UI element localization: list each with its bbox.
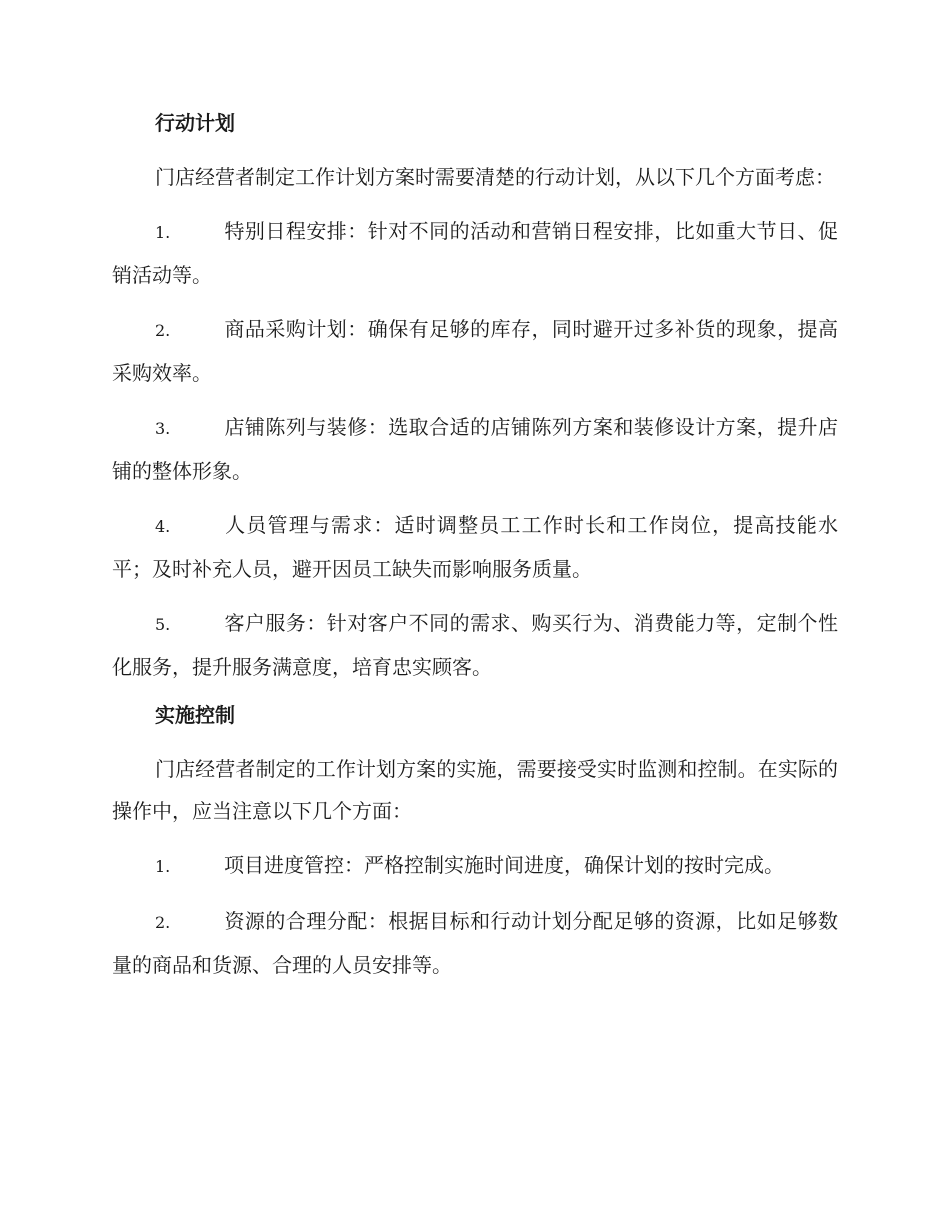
list-item <box>112 308 838 394</box>
list-text: 特别日程安排：针对不同的活动和营销日程安排，比如重大节日、促销活动等。 <box>112 219 838 287</box>
list-item <box>112 900 838 986</box>
section-intro: 门店经营者制定工作计划方案时需要清楚的行动计划，从以下几个方面考虑： <box>155 165 835 189</box>
section-action-plan <box>112 108 838 688</box>
section-heading: 行动计划 <box>155 111 235 135</box>
list-text: 商品采购计划：确保有足够的库存，同时避开过多补货的现象，提高采购效率。 <box>112 317 838 385</box>
list-number: 5. <box>155 615 171 634</box>
list-text: 人员管理与需求：适时调整员工工作时长和工作岗位，提高技能水平；及时补充人员，避开因员工缺失而影响服务质量。 <box>112 513 838 581</box>
section-intro: 门店经营者制定的工作计划方案的实施，需要接受实时监测和控制。在实际的操作中，应当注意以下几个方面： <box>112 757 838 823</box>
list-item <box>112 844 838 888</box>
list-number: 2. <box>155 321 171 340</box>
list-number: 1. <box>155 857 171 876</box>
list-number: 1. <box>155 223 171 242</box>
list-text: 店铺陈列与装修：选取合适的店铺陈列方案和装修设计方案，提升店铺的整体形象。 <box>112 415 838 483</box>
list-number: 3. <box>155 419 171 438</box>
list-item <box>112 406 838 492</box>
list-number: 4. <box>155 517 171 536</box>
list-text: 项目进度管控：严格控制实施时间进度，确保计划的按时完成。 <box>224 853 784 877</box>
list-item <box>112 602 838 688</box>
list-item <box>112 210 838 296</box>
list-item <box>112 504 838 590</box>
list-text: 资源的合理分配：根据目标和行动计划分配足够的资源，比如足够数量的商品和货源、合理的人员安排等。 <box>112 909 838 977</box>
list-number: 2. <box>155 913 171 932</box>
section-implementation-control <box>112 700 838 986</box>
section-heading: 实施控制 <box>155 703 235 727</box>
list-text: 客户服务：针对客户不同的需求、购买行为、消费能力等，定制个性化服务，提升服务满意度，培育忠实顾客。 <box>112 611 838 679</box>
